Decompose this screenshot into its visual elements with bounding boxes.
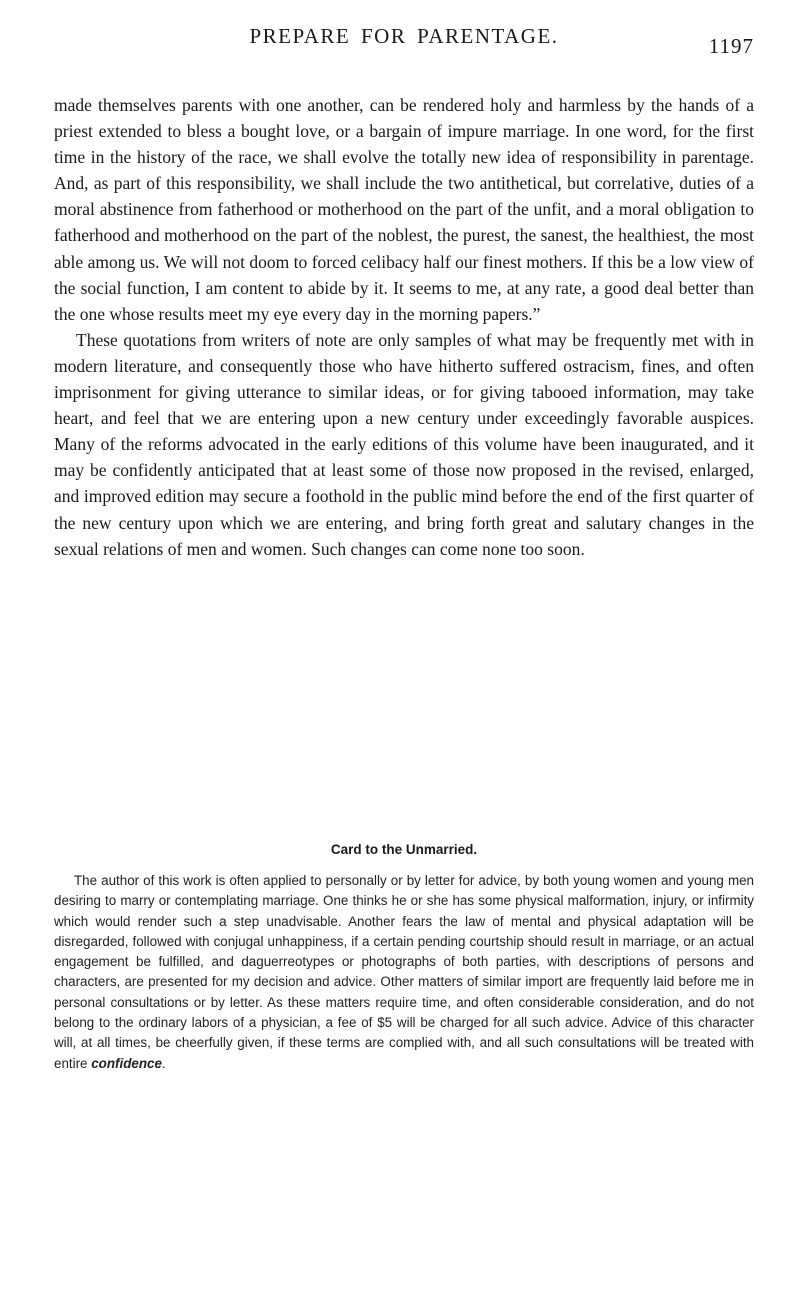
card-heading: Card to the Unmarried.	[330, 842, 478, 857]
paragraph-quotations: These quotations from writers of note are only samples of what may be frequently met with in modern literature, and consequently those who have hitherto suffered ostracism, fines, and often imprisonment for giving utterance to similar ideas, or for giving tabooed information, may take heart, and feel that we are entering upon a new century under exceedingly favorable auspices. Many of the reforms advocated in the early editions of this volume have been inaugurated, and it may be confidently anticipated that at least some of those now proposed in the revised, enlarged, and improved edition may secure a foothold in the public mind before the end of the first quarter of the new century upon which we are entering, and bring forth great and salutary changes in the sexual relations of men and women. Such changes can come none too soon.	[54, 329, 754, 559]
card-body-text: The author of this work is often applied to personally or by letter for advice, by both young women and young men desiring to marry or contemplating marriage. One thinks he or she has some physical malformation, injury, or infirmity which would render such a step unadvisable. Another fears the law of mental and physical adaptation will be disregarded, followed with conjugal unhappiness, if a certain pending courtship should result in marriage, or an actual engagement be fulfilled, and daguerreotypes or photographs of both parties, with descriptions of persons and characters, are presented for my decision and advice. Other matters of similar import are frequently laid before me in personal consultations or by letter. As these matters require time, and often considerable consideration, and do not belong to the ordinary labors of a physician, a fee of $5 will be charged for all such advice. Advice of this character will, at all times, be cheerfully given, if these terms are complied with, and all such consultations will be treated with entire	[54, 873, 754, 1071]
card-body-emphasis: confidence	[91, 1055, 162, 1071]
running-title: PREPARE FOR PARENTAGE.	[249, 24, 559, 48]
card-body	[54, 871, 754, 1074]
paragraph-continuation: made themselves parents with one another, can be rendered holy and harmless by the hands of a priest extended to bless a bought love, or a bargain of impure marriage. In one word, for the first time in the history of the race, we shall evolve the totally new idea of responsibility in parentage. And, as part of this responsibility, we shall include the two antithetical, but correlative, duties of a moral abstinence from fatherhood or motherhood on the part of the unfit, and a moral obligation to fatherhood and motherhood on the part of the noblest, the purest, the sanest, the healthiest, the most able among us. We will not doom to forced celibacy half our finest mothers. If this be a low view of the social function, I am content to abide by it. It seems to me, at any rate, a good deal better than the one whose results meet my eye every day in the morning papers.”	[54, 95, 754, 324]
card-body-end: .	[161, 1055, 166, 1071]
card-to-unmarried	[54, 842, 754, 1074]
main-text	[54, 92, 754, 562]
running-head	[54, 20, 754, 64]
page-number: 1197	[708, 34, 754, 58]
